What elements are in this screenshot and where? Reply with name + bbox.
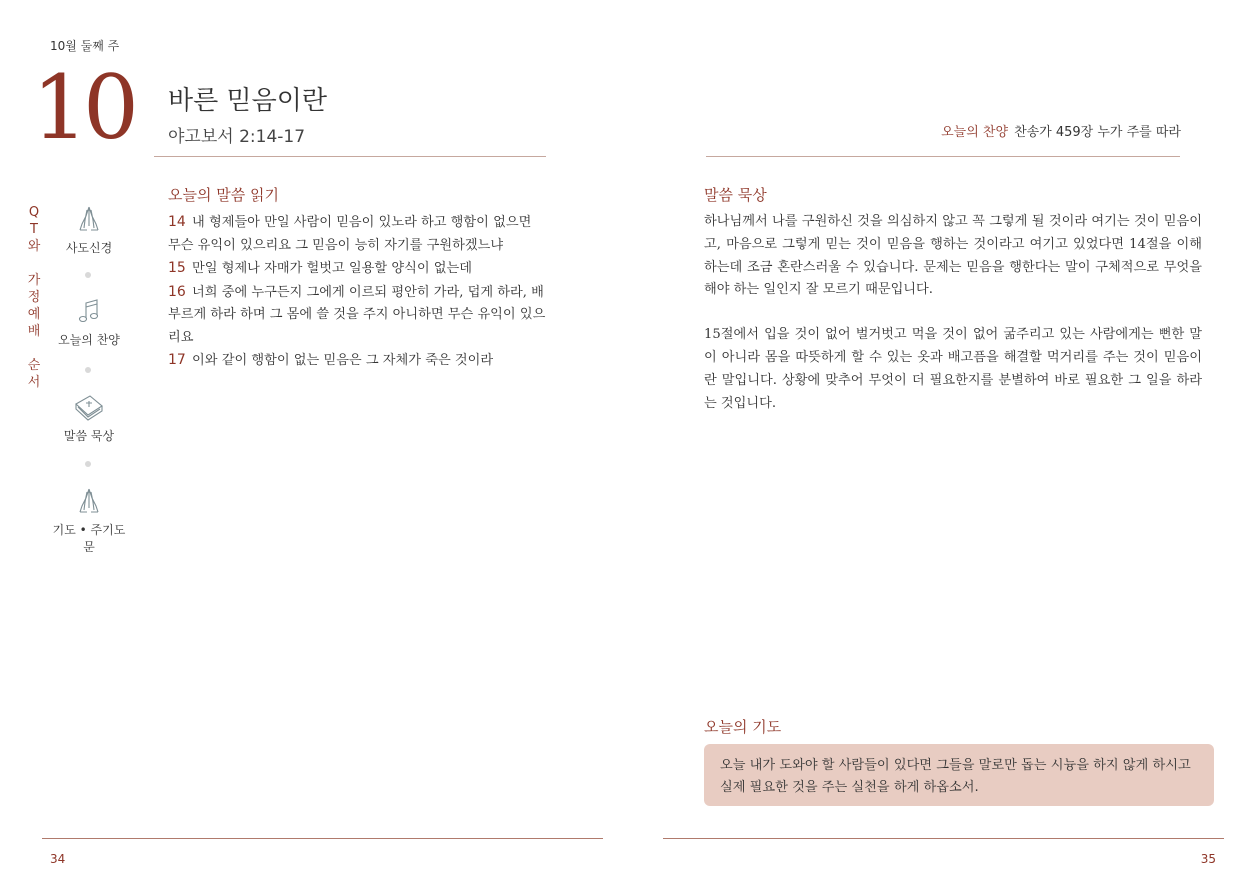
vertical-char: 서 [27,375,41,390]
page-number-right: 35 [1200,852,1216,866]
verse-text: 이와 같이 행함이 없는 믿음은 그 자체가 죽은 것이라 [192,353,494,368]
scripture-reference: 야고보서 2:14-17 [168,127,306,147]
hymn-label: 오늘의 찬양 [941,125,1009,140]
prayer-box: 오늘 내가 도와야 할 사람들이 있다면 그들을 말로만 돕는 시늉을 하지 않게 하시고 실제 필요한 것을 주는 실천을 하게 하옵소서. [704,744,1214,806]
page-number-left: 34 [50,852,66,866]
nav-label: 사도신경 [65,241,113,255]
title-divider [154,156,546,157]
verse [168,211,548,257]
nav-separator-dot [85,272,91,278]
meditation-paragraph: 하나님께서 나를 구원하신 것을 의심하지 않고 꼭 그렇게 될 것이라 여기는 것이 믿음이고, 마음으로 그렇게 믿는 것이 믿음을 행하는 것이라고 여기고 있었다면 14절을 이해하는데 조금 혼란스러울 수 있습니다. 문제는 믿음을 행한다는 말이 구체적으로 무엇을 해야 하는 일인지 잘 모르기 때문입니다. [704,214,1202,298]
vertical-char: T [30,222,38,237]
vertical-char [26,340,42,357]
vertical-char: 와 [27,239,41,254]
day-number: 10 [32,56,134,159]
verse [168,281,548,350]
verse [168,257,548,281]
verse-number: 17 [168,352,186,368]
nav-separator-dot [85,367,91,373]
nav-item-todays-hymn[interactable] [50,298,128,348]
music-note-icon [50,298,128,329]
meditation-paragraph: 15절에서 입을 것이 없어 벌거벗고 먹을 것이 없어 굶주리고 있는 사람에게는 뻔한 말이 아니라 몸을 따뜻하게 할 수 있는 옷과 배고픔을 해결할 먹거리를 주는 것이 믿음이란 말입니다. 상황에 맞추어 무엇이 더 필요한지를 분별하여 바로 필요한 그 일을 하라는 것입니다. [704,327,1202,411]
week-label: 10월 둘째 주 [50,39,120,53]
verse-number: 16 [168,283,186,300]
vertical-char [26,255,42,272]
hymn-text: 찬송가 459장 누가 주를 따라 [1014,125,1181,140]
verse-number: 14 [168,214,186,230]
vertical-section-label [26,204,42,391]
vertical-char: 가 [27,273,41,288]
footer-divider [42,838,603,839]
todays-hymn [941,121,1181,140]
praying-hands-icon [50,486,128,519]
scripture-passage [168,211,548,373]
reading-heading: 오늘의 말씀 읽기 [168,186,279,204]
nav-item-word-meditation[interactable] [50,392,128,444]
page-title: 바른 믿음이란 [168,86,327,116]
verse-number: 15 [168,260,186,276]
vertical-char: Q [28,205,40,220]
nav-label: 기도 • 주기도문 [52,523,126,554]
footer-divider [663,838,1224,839]
meditation-heading: 말씀 묵상 [704,186,767,204]
vertical-char: 정 [27,290,41,305]
prayer-heading: 오늘의 기도 [704,718,782,736]
bible-icon [50,392,128,425]
nav-label: 오늘의 찬양 [58,333,120,347]
verse-text: 너희 중에 누구든지 그에게 이르되 평안히 가라, 덥게 하라, 배부르게 하라 하며 그 몸에 쓸 것을 주지 아니하면 무슨 유익이 있으리요 [168,284,546,345]
praying-hands-icon [50,204,128,237]
verse [168,349,548,373]
vertical-char: 예 [27,307,41,322]
nav-separator-dot [85,461,91,467]
title-divider [706,156,1180,157]
nav-label: 말씀 묵상 [63,429,115,443]
verse-text: 만일 형제나 자매가 헐벗고 일용할 양식이 없는데 [192,261,472,276]
vertical-char: 순 [27,358,41,373]
vertical-char: 배 [27,324,41,339]
meditation-body [704,211,1202,415]
nav-item-apostles-creed[interactable] [50,204,128,256]
verse-text: 내 형제들아 만일 사람이 믿음이 있노라 하고 행함이 없으면 무슨 유익이 있으리요 그 믿음이 능히 자기를 구원하겠느냐 [168,215,532,253]
nav-item-prayer[interactable] [50,486,128,555]
